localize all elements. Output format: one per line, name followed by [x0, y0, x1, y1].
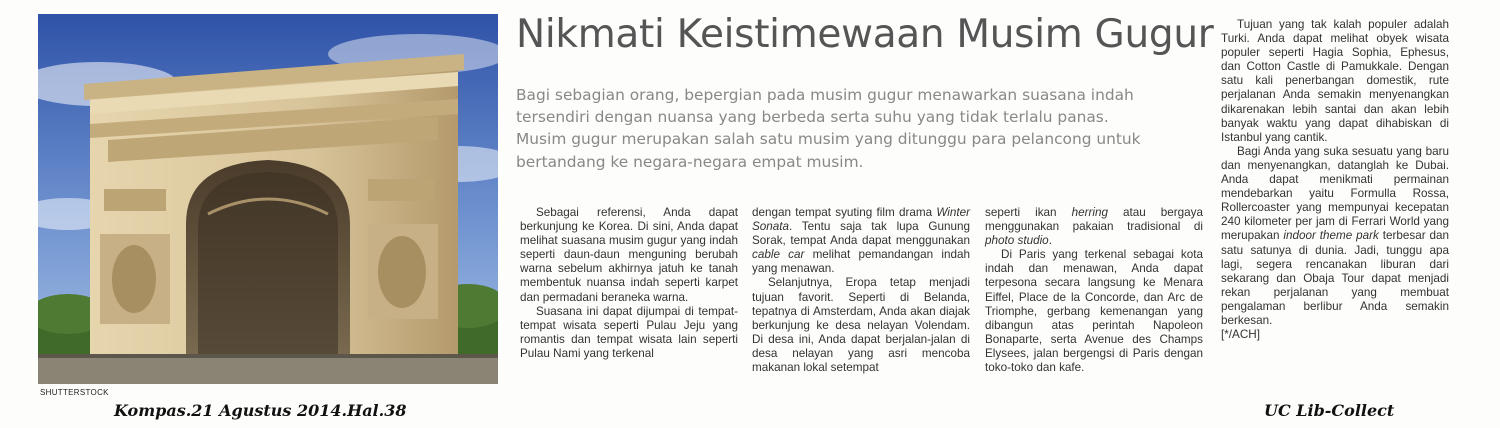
- lead-line: bertandang ke negara-negara empat musim.: [516, 152, 864, 171]
- italic-term: herring: [1071, 206, 1108, 219]
- article-lead: [516, 84, 1206, 173]
- italic-term: photo studio: [985, 234, 1049, 248]
- author-signoff: [*/ACH]: [1221, 328, 1260, 342]
- lead-line: Bagi sebagian orang, bepergian pada musim gugur menawarkan suasana indah: [516, 86, 1134, 104]
- paragraph: Tujuan yang tak kalah populer adalah Turki. Anda dapat melihat obyek wisata populer seperti Hagia Sophia, Ephesus, dan Cotton Castle di Pamukkale. Dengan satu kali penerbangan domestik, rute perjalanan Anda semakin menyenangkan dikarenakan lebih santai dan akan lebih banyak waktu yang dapat dihabiskan di Istanbul yang cantik.: [1221, 18, 1449, 144]
- article-headline: Nikmati Keistimewaan Musim Gugur: [516, 12, 1214, 57]
- article-column-2: [752, 206, 970, 375]
- italic-term: cable car: [752, 248, 805, 262]
- arc-de-triomphe-photo: [38, 14, 498, 384]
- article-column-1: [520, 206, 738, 361]
- lead-line: Musim gugur merupakan salah satu musim yang ditunggu para pelancong untuk: [516, 130, 1141, 149]
- text-run: melihat pemandangan indah yang menawan.: [752, 248, 970, 276]
- paragraph: Sebagai referensi, Anda dapat berkunjung ke Korea. Di sini, Anda dapat melihat suasana musim gugur yang indah seperti daun-daun menguning berubah warna sebelum akhirnya jatuh ke tanah membentuk nuansa indah seperti karpet dan permadani beraneka warna.: [520, 206, 738, 304]
- text-run: seperti ikan: [985, 206, 1072, 219]
- paragraph: Selanjutnya, Eropa tetap menjadi tujuan favorit. Seperti di Belanda, tepatnya di Amsterdam, Anda akan diajak berkunjung ke desa nelayan Volendam. Di desa ini, Anda dapat berjalan-jalan di desa nelayan yang asri mencoba makanan lokal setempat: [752, 276, 970, 375]
- source-citation: Kompas.21 Agustus 2014.Hal.38: [114, 401, 407, 420]
- text-run: terbesar dan satu satunya di dunia. Jadi, tunggu apa lagi, segera rencanakan liburan dari sekarang dan Obaja Tour dapat menjadi rekan perjalanan yang membuat pengalaman berlibur Anda semakin berkesan.: [1221, 229, 1449, 327]
- paragraph: [1221, 145, 1449, 328]
- article-column-4: [1221, 18, 1449, 342]
- text-run: Bagi Anda yang suka sesuatu yang baru dan menyenangkan, datanglah ke Dubai. Anda dapat menikmati permainan mendebarkan yaitu Formulla Rossa, Rollercoaster yang mempunyai kecepatan 240 kilometer per jam di Ferrari World yang merupakan: [1221, 144, 1449, 243]
- arc-de-triomphe-illustration: [38, 14, 498, 384]
- text-run: .: [1048, 234, 1052, 248]
- paragraph: Di Paris yang terkenal sebagai kota indah dan menawan, Anda dapat terpesona secara langsung ke Menara Eiffel, Place de la Concorde, dan Arc de Triomphe, gerbang kemenangan yang dibangun atas perintah Napoleon Bonaparte, serta Avenue des Champs Elysees, jalan bergengsi di Paris dengan toko-toko dan kafe.: [985, 248, 1203, 375]
- photo-credit: SHUTTERSTOCK: [40, 388, 109, 397]
- italic-term: indoor theme park: [1283, 229, 1379, 243]
- text-run: atau bergaya menggunakan pakaian tradisional di: [985, 206, 1204, 234]
- film-title: Winter Sonata: [752, 206, 970, 234]
- text-run: . Tentu saja tak lupa Gunung Sorak, tempat Anda dapat menggunakan: [752, 220, 970, 248]
- paragraph: Suasana ini dapat dijumpai di tempat-tempat wisata seperti Pulau Jeju yang romantis dan tempat wisata lain seperti Pulau Nami yang terkenal: [520, 304, 738, 360]
- paragraph: [985, 206, 1203, 248]
- collector-label: UC Lib-Collect: [1264, 401, 1395, 420]
- paragraph: [752, 206, 970, 276]
- article-column-3: [985, 206, 1203, 375]
- text-run: dengan tempat syuting film drama: [752, 206, 937, 219]
- lead-line: tersendiri dengan nuansa yang berbeda serta suhu yang tidak terlalu panas.: [516, 108, 1109, 127]
